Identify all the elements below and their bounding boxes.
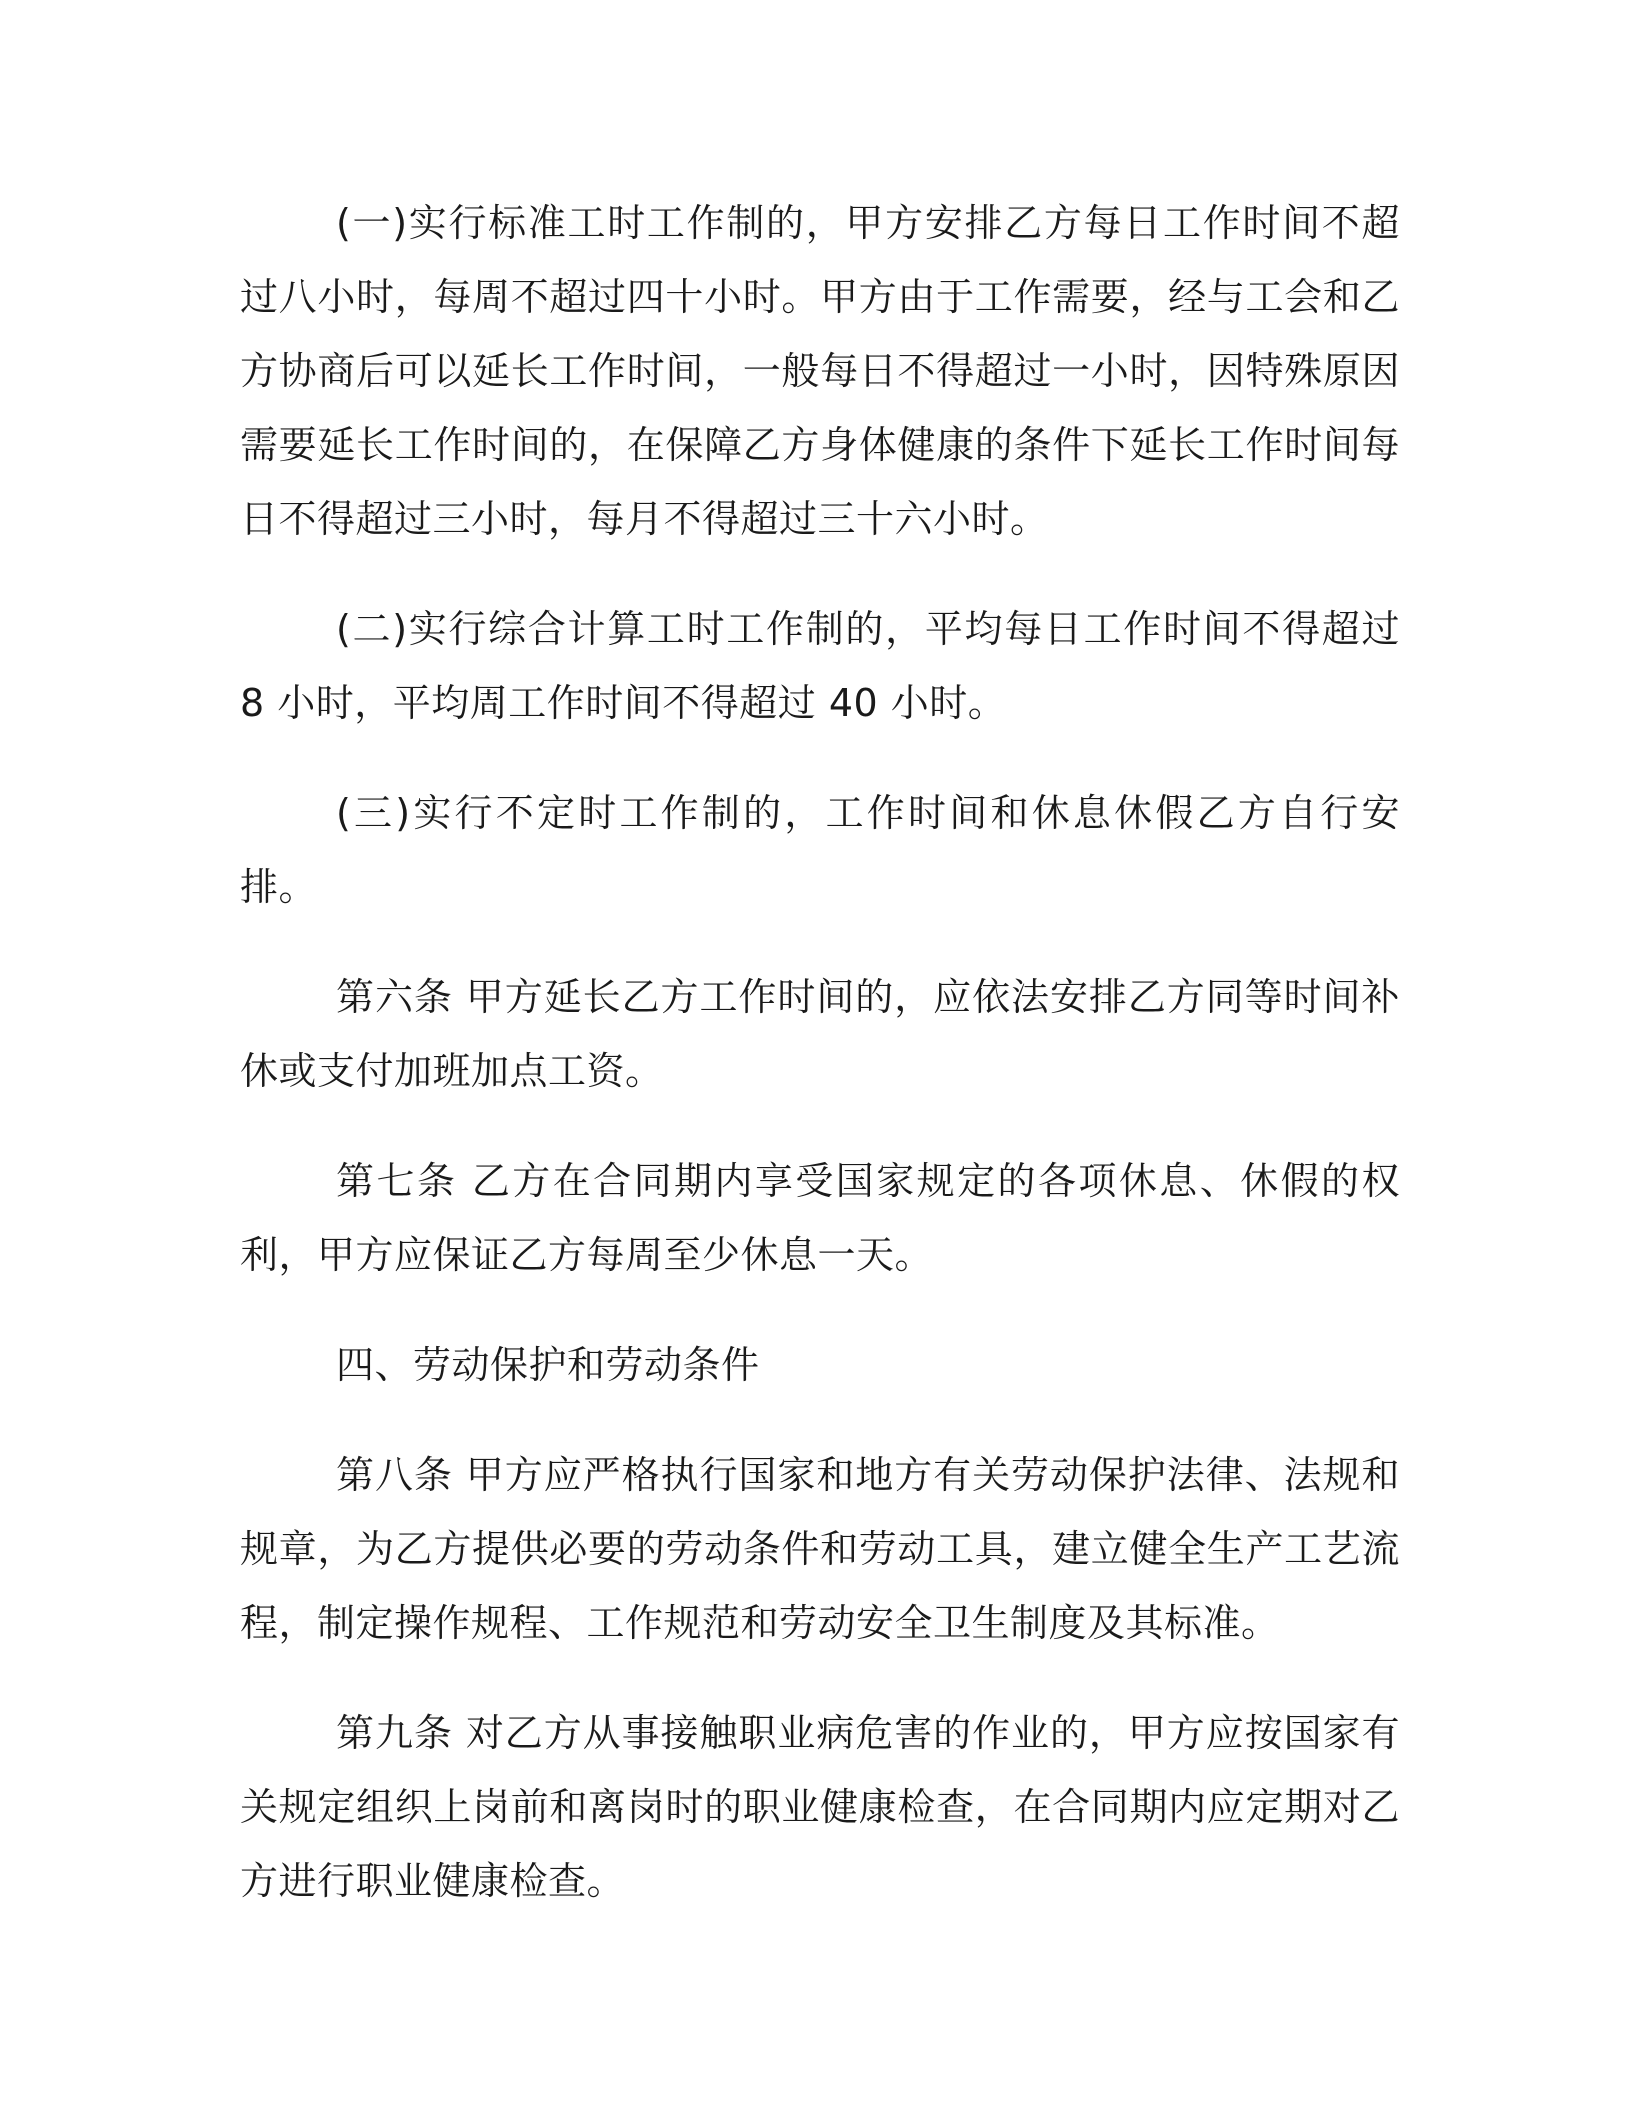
paragraph-flexible-hours: (三)实行不定时工作制的，工作时间和休息休假乙方自行安排。 [240,791,1400,909]
document-body [240,186,1400,1954]
paragraph-article-7: 第七条 乙方在合同期内享受国家规定的各项休息、休假的权利，甲方应保证乙方每周至少休息一天。 [240,1159,1400,1277]
paragraph-standard-hours: (一)实行标准工时工作制的，甲方安排乙方每日工作时间不超过八小时，每周不超过四十小时。甲方由于工作需要，经与工会和乙方协商后可以延长工作时间，一般每日不得超过一小时，因特殊原因需要延长工作时间的，在保障乙方身体健康的条件下延长工作时间每日不得超过三小时，每月不得超过三十六小时。 [240,201,1400,541]
paragraph-article-8: 第八条 甲方应严格执行国家和地方有关劳动保护法律、法规和规章，为乙方提供必要的劳动条件和劳动工具，建立健全生产工艺流程，制定操作规程、工作规范和劳动安全卫生制度及其标准。 [240,1453,1400,1645]
section-heading-labor-protection: 四、劳动保护和劳动条件 [336,1343,760,1387]
paragraph-article-6: 第六条 甲方延长乙方工作时间的，应依法安排乙方同等时间补休或支付加班加点工资。 [240,975,1400,1093]
paragraph-article-9: 第九条 对乙方从事接触职业病危害的作业的，甲方应按国家有关规定组织上岗前和离岗时的职业健康检查，在合同期内应定期对乙方进行职业健康检查。 [240,1711,1400,1903]
paragraph-comprehensive-hours: (二)实行综合计算工时工作制的，平均每日工作时间不得超过 8 小时，平均周工作时间不得超过 40 小时。 [240,607,1400,725]
